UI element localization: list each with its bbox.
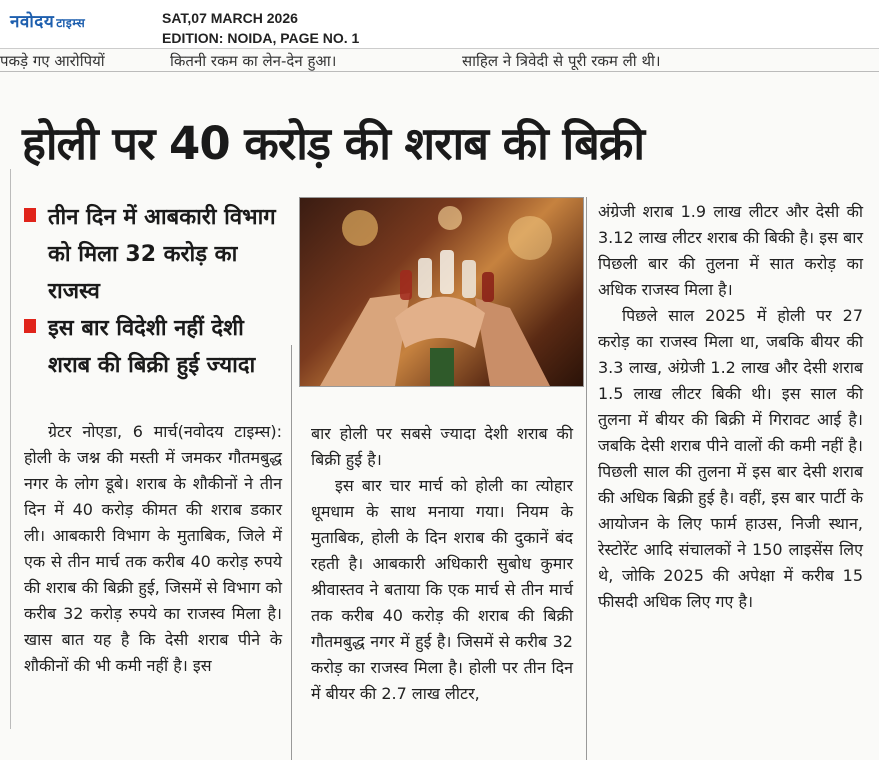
red-square-icon <box>24 208 36 222</box>
article-headline: होली पर 40 करोड़ की शराब की बिक्री <box>22 117 645 170</box>
logo-subtext: टाइम्स <box>56 16 86 30</box>
article-paragraph: इस बार चार मार्च को होली का त्योहार धूमधाम के साथ मनाया गया। नियम के मुताबिक, होली के दिन शराब की दुकानें बंद रहती है। आबकारी अधिकारी सुबोध कुमार श्रीवास्तव ने बताया कि एक मार्च से तीन मार्च तक करीब 40 करोड़ की शराब की बिक्री गौतमबुद्ध नगर में हुई है। जिसमें से करीब 32 करोड़ का राजस्व मिला है। होली पर तीन दिन में बीयर की 2.7 लाख लीटर, <box>311 476 573 703</box>
adjacent-column-edge <box>0 169 11 729</box>
highlights <box>24 199 284 384</box>
highlight-text: इस बार विदेशी नहीं देशी शराब की बिक्री हुई ज्यादा <box>48 316 256 378</box>
edition-date: SAT,07 MARCH 2026 <box>162 10 298 26</box>
edition-info: EDITION: NOIDA, PAGE NO. 1 <box>162 30 360 46</box>
red-square-icon <box>24 319 36 333</box>
strip-text-middle: कितनी रकम का लेन-देन हुआ। <box>170 52 337 70</box>
strip-text-right: साहिल ने त्रिवेदी से पूरी रकम ली थी। <box>462 52 661 70</box>
highlight-text: तीन दिन में आबकारी विभाग को मिला 32 करोड़ का राजस्व <box>48 205 276 304</box>
article-paragraph: अंग्रेजी शराब 1.9 लाख लीटर और देसी की 3.12 लाख लीटर शराब की बिकी है। इस बार पिछली बार की तुलना में सात करोड़ का अधिक राजस्व मिला है। <box>598 202 863 299</box>
logo-text: नवोदय <box>10 12 55 32</box>
article-column-2 <box>311 421 573 707</box>
newspaper-logo[interactable] <box>10 9 85 32</box>
cheers-photo <box>299 197 584 387</box>
column-divider <box>291 345 292 760</box>
highlight-item <box>24 199 284 310</box>
column-divider <box>586 197 587 760</box>
newspaper-clipping <box>0 49 879 760</box>
previous-article-strip <box>0 49 879 72</box>
strip-text-left: पकड़े गए आरोपियों <box>0 52 105 70</box>
article-paragraph: बार होली पर सबसे ज्यादा देशी शराब की बिक्री हुई है। <box>311 424 573 469</box>
article-paragraph: पिछले साल 2025 में होली पर 27 करोड़ का राजस्व मिला था, जबकि बीयर की 3.3 लाख, अंग्रेजी 1.2 लाख और देसी शराब 1.5 लाख लीटर बिकी थी। इस साल की तुलना में बीयर की बिक्री में गिरावट आई है। जबकि देसी शराब पीने वालों की कमी नहीं है। पिछली साल की तुलना में इस बार देसी शराब की अधिक बिक्री हुई है। वहीं, इस बार पार्टी के आयोजन के लिए फार्म हाउस, निजी स्थान, रेस्टोरेंट आदि संचालकों ने 150 लाइसेंस लिए थे, जोकि 2025 की अपेक्षा में करीब 15 फीसदी अधिक लिए गए है। <box>598 306 863 611</box>
article-column-1: ग्रेटर नोएडा, 6 मार्च(नवोदय टाइम्स): होली के जश्न की मस्ती में जमकर गौतमबुद्ध नगर के लोग डूबे। शराब के शौकीनों ने तीन दिन में 40 करोड़ कीमत की शराब डकार ली। आबकारी विभाग के मुताबिक, जिले में एक से तीन मार्च तक करीब 40 करोड़ रुपये की शराब की बिक्री हुई, जिसमें से विभाग को करीब 32 करोड़ रुपये का राजस्व मिला है। खास बात यह है कि देसी शराब पीने के शौकीनों की भी कमी नहीं है। इस <box>24 422 282 675</box>
article-column-3 <box>598 199 863 615</box>
highlight-item <box>24 310 284 384</box>
edition-meta <box>162 8 359 48</box>
cheers-photo-drawing <box>300 198 583 386</box>
page-header <box>0 0 879 49</box>
